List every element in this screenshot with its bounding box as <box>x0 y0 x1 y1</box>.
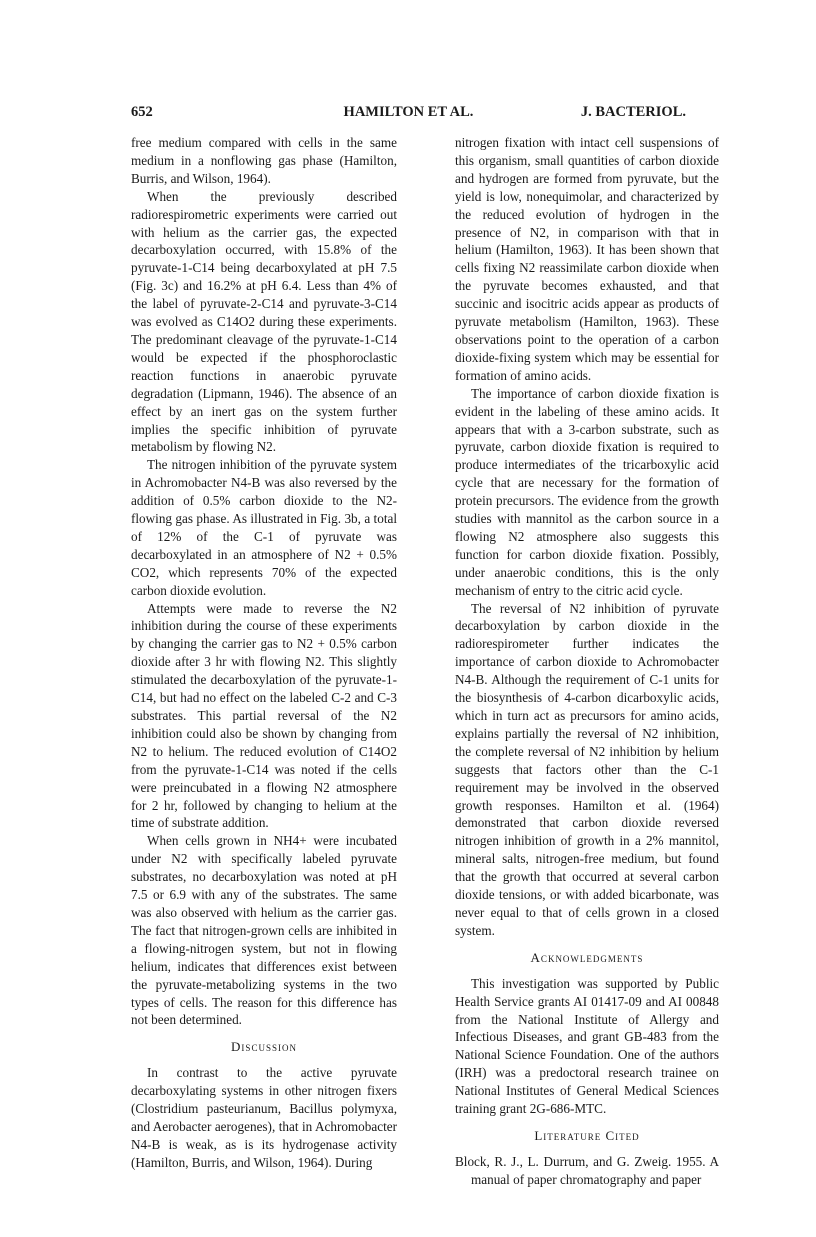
paragraph: In contrast to the active pyruvate decarboxylating systems in other nitrogen fixers (Clostridium pasteurianum, Bacillus polymyxa, and Aerobacter aerogenes), that in Achromobacter N4-B is weak, as is its hydrogenase activity (Hamilton, Burris, and Wilson, 1964). During <box>131 1065 397 1170</box>
paragraph: Attempts were made to reverse the N2 inhibition during the course of these experiments by changing the carrier gas to N2 + 0.5% carbon dioxide after 3 hr with flowing N2. This slightly stimulated the decarboxylation of the pyruvate-1-C14, but had no effect on the labeled C-2 and C-3 substrates. This partial reversal of the N2 inhibition could also be shown by changing from N2 to helium. The reduced evolution of C14O2 from the pyruvate-1-C14 was noted if the cells were preincubated in a flowing N2 atmosphere for 2 hr, followed by changing to helium at the time of substrate addition. <box>131 600 397 831</box>
journal-name: J. BACTERIOL. <box>580 104 686 120</box>
right-column <box>455 134 719 1189</box>
section-heading-discussion: Discussion <box>231 1039 297 1055</box>
paragraph: The nitrogen inhibition of the pyruvate system in Achromobacter N4-B was also reversed by the addition of 0.5% carbon dioxide to the N2-flowing gas phase. As illustrated in Fig. 3b, a total of 12% of the C-1 of pyruvate was decarboxylated in an atmosphere of N2 + 0.5% CO2, which represents 70% of the expected carbon dioxide evolution. <box>131 457 397 598</box>
paragraph: The importance of carbon dioxide fixation is evident in the labeling of these amino acids. It appears that with a 3-carbon substrate, such as pyruvate, carbon dioxide fixation is required to produce intermediates of the tricarboxylic acid cycle that are necessary for the formation of protein precursors. The evidence from the growth studies with mannitol as the carbon source in a flowing N2 atmosphere also suggests this function for carbon dioxide fixation. Possibly, under anaerobic conditions, this is the only mechanism of entry to the citric acid cycle. <box>455 385 719 598</box>
page-number: 652 <box>131 104 153 120</box>
reference-entry: Block, R. J., L. Durrum, and G. Zweig. 1955. A manual of paper chromatography and paper <box>455 1153 719 1187</box>
running-authors: HAMILTON ET AL. <box>343 104 474 120</box>
left-column <box>131 134 397 1172</box>
paragraph: When cells grown in NH4+ were incubated under N2 with specifically labeled pyruvate substrates, no decarboxylation was noted at pH 7.5 or 6.9 with any of the substrates. The same was also observed with helium as the carrier gas. The fact that nitrogen-grown cells are inhibited in a flowing-nitrogen system, but not in flowing helium, indicates that differences exist between the pyruvate-metabolizing systems in the two types of cells. The reason for this difference has not been determined. <box>131 833 397 1028</box>
acknowledgments-text: This investigation was supported by Public Health Service grants AI 01417-09 and AI 00848 from the National Institute of Allergy and Infectious Diseases, and grant GB-483 from the National Science Foundation. One of the authors (IRH) was a predoctoral research trainee on National Institutes of General Medical Sciences training grant 2G-686-MTC. <box>455 975 719 1117</box>
running-header <box>131 104 686 124</box>
paragraph: free medium compared with cells in the same medium in a nonflowing gas phase (Hamilton, Burris, and Wilson, 1964). <box>131 135 397 186</box>
paragraph: When the previously described radiorespirometric experiments were carried out with helium as the carrier gas, the expected decarboxylation occurred, with 15.8% of the pyruvate-1-C14 being decarboxylated at pH 7.5 (Fig. 3c) and 16.2% at pH 6.4. Less than 4% of the label of pyruvate-2-C14 and pyruvate-3-C14 was evolved as C14O2 during these experiments. The predominant cleavage of the pyruvate-1-C14 would be expected if the phosphoroclastic reaction functions in anaerobic pyruvate degradation (Lipmann, 1946). The absence of an effect by an inert gas on the system further implies the specific inhibition of pyruvate metabolism by flowing N2. <box>131 188 397 455</box>
paragraph: nitrogen fixation with intact cell suspensions of this organism, small quantities of carbon dioxide and hydrogen are formed from pyruvate, but the yield is low, nonequimolar, and characterized by the reduced evolution of hydrogen in the presence of N2, in comparison with that in helium (Hamilton, 1963). It has been shown that cells fixing N2 reassimilate carbon dioxide when the pyruvate becomes exhausted, and that succinic and isocitric acids appear as products of pyruvate metabolism (Hamilton, 1963). These observations point to the operation of a carbon dioxide-fixing system which may be essential for formation of amino acids. <box>455 135 719 383</box>
section-heading-acknowledgments: Acknowledgments <box>530 949 644 965</box>
section-heading-literature-cited: Literature Cited <box>534 1127 640 1143</box>
paragraph: The reversal of N2 inhibition of pyruvate decarboxylation by carbon dioxide in the radiorespirometer further indicates the importance of carbon dioxide to Achromobacter N4-B. Although the requirement of C-1 units for the biosynthesis of 4-carbon dicarboxylic acids, which in turn act as precursors for amino acids, explains partially the reversal of N2 inhibition, the complete reversal of N2 inhibition by helium suggests that factors other than the C-1 requirement may be involved in the observed growth responses. Hamilton et al. (1964) demonstrated that carbon dioxide reversed nitrogen inhibition of growth in a 2% mannitol, mineral salts, nitrogen-free medium, but found that the growth that occurred at several carbon dioxide tensions, or with added bicarbonate, was never equal to that of cells grown in a closed system. <box>455 600 719 938</box>
